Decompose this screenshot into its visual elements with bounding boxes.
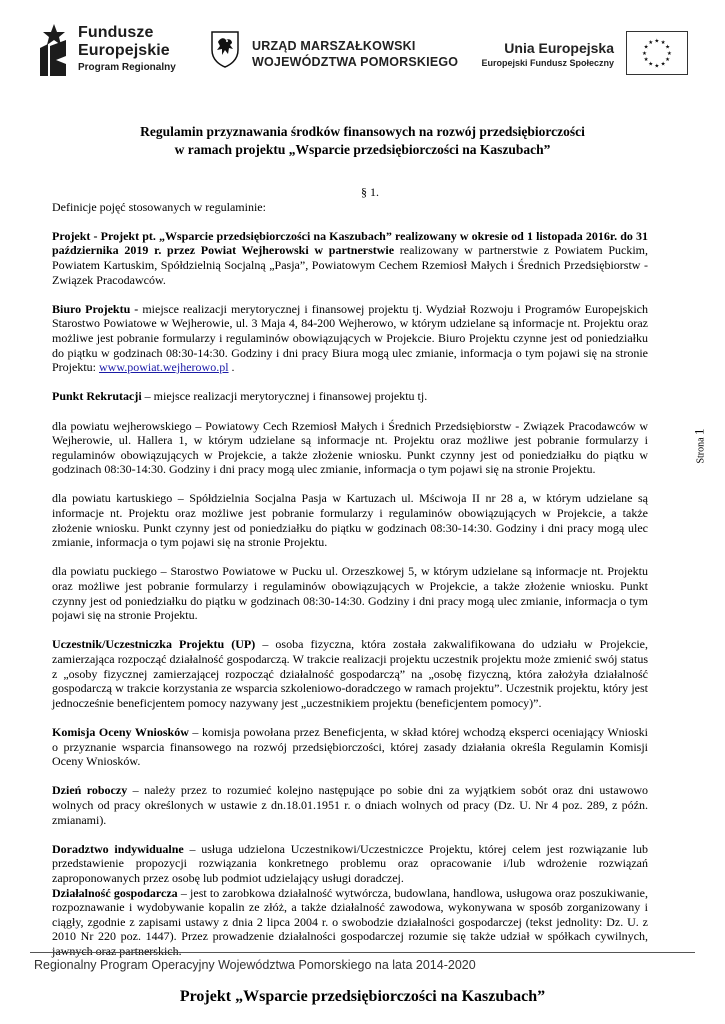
fundusze-line2: Europejskie [78, 42, 170, 59]
document-title [0, 123, 725, 159]
paragraph-dzialalnosc [52, 886, 648, 959]
paragraph-wejherowski: dla powiatu wejherowskiego – Powiatowy Cech Rzemiosł Małych i Średnich Przedsiębiorstw - Związek Pracodawców w Wejherowie, ul. Hallera 1, w którym udzielane są informacje nt. Projektu oraz możliwe jest pobranie formularzy i regulaminów obowiązujących w Projekcie, a także złożenie wniosku. Punkt czynny jest od poniedziałku do piątku w godzinach 08:30-14:30. Godziny i dni pracy mogą ulec zmianie, informacja o tym pojawi się na stronie Projektu. [52, 418, 648, 477]
fundusze-europejskie-logo [34, 22, 184, 80]
fundusze-star-icon [34, 22, 72, 78]
eu-flag-star: ★ [660, 61, 666, 68]
uczestnik-term: Uczestnik/Uczestniczka Projektu (UP) [52, 637, 256, 652]
eu-flag-star: ★ [660, 40, 666, 47]
paragraph-komisja [52, 725, 648, 769]
eu-flag-star: ★ [648, 40, 654, 47]
dzien-term: Dzień roboczy [52, 783, 128, 798]
doradztwo-term: Doradztwo indywidualne [52, 841, 184, 856]
fundusze-line3: Program Regionalny [78, 62, 176, 73]
ue-line2: Europejski Fundusz Społeczny [481, 58, 614, 68]
eu-flag-star: ★ [665, 57, 671, 64]
section-number: § 1. [361, 185, 379, 199]
urzad-line2: WOJEWÓDZTWA POMORSKIEGO [252, 55, 459, 69]
paragraph-pucki: dla powiatu puckiego – Starostwo Powiatowe w Pucku ul. Orzeszkowej 5, w którym udzielane są informacje nt. Projektu oraz możliwe jest pobranie formularzy i regulaminów obowiązujących w Projekcie, a także złożenie wniosku. Punkt czynny jest od poniedziałku do piątku w godzinach 08:30-14:30. Godziny i dni pracy mogą ulec zmianie, informacja o tym pojawi się na stronie Projektu. [52, 564, 648, 623]
urzad-marszalkowski-label [252, 38, 458, 70]
projekt-text: realizowany w partnerstwie z Powiatem Puckim, Powiatem Kartuskim, Spółdzielnią Socjalną „Pasja”, Powiatowym Cechem Rzemiosł Małych i Średnich Przedsiębiorstw -Związek Pracodawców. [52, 243, 648, 287]
page-header [0, 0, 725, 95]
ue-line1: Unia Europejska [504, 40, 614, 56]
dzialalnosc-text: – jest to zarobkowa działalność wytwórcza, budowlana, handlowa, usługowa oraz poszukiwanie, rozpoznawanie i wydobywanie kopalin ze złóż, a także działalność zawodowa, wykonywana w sposób zorganizowany i ciągły, zgodnie z zapisami ustawy z dnia 2 lipca 2004 r. o swobodzie działalności gospodarczej (tekst jednolity: Dz. U. z 2010 Nr 220 poz. 1447). Przez prowadzenie działalności gospodarczej rozumie się także udział w spółkach cywilnych, jawnych oraz partnerskich. [52, 885, 648, 958]
unia-europejska-label [478, 40, 614, 70]
dzien-text: – należy przez to rozumieć kolejno następujące po sobie dni za wyjątkiem sobót oraz dni ustawowo wolnych od pracy określonych w ustawie z dn.18.01.1951 r. o dniach wolnych od pracy (Dz. U. Nr 4 poz. 289, z późn. zmianami). [52, 783, 648, 827]
punkt-text: – miejsce realizacji merytorycznej i finansowej projektu tj. [141, 389, 428, 404]
paragraph-uczestnik [52, 637, 648, 710]
urzad-line1: URZĄD MARSZAŁKOWSKI [252, 39, 416, 53]
biuro-website-link[interactable]: www.powiat.wejherowo.pl [99, 360, 229, 375]
paragraph-kartuski: dla powiatu kartuskiego – Spółdzielnia Socjalna Pasja w Kartuzach ul. Mściwoja II nr 28 a, w którym udzielane są informacje nt. Projektu oraz możliwe jest pobranie formularzy i regulaminów obowiązujących w Projekcie, a także złożenie wniosku. Punkt czynny jest od poniedziałku do piątku w godzinach 08:30-14:30. Godziny i dni pracy mogą ulec zmianie, informacja o tym pojawi się na stronie Projektu. [52, 491, 648, 550]
paragraph-biuro [52, 302, 648, 375]
page-number: 1 [691, 428, 707, 435]
eu-flag-star: ★ [648, 61, 654, 68]
eu-flag-star: ★ [654, 63, 660, 70]
punkt-term: Punkt Rekrutacji [52, 389, 142, 404]
section-intro: Definicje pojęć stosowanych w regulaminie: [52, 199, 266, 214]
page-number-marker [692, 428, 708, 463]
eu-flag-star: ★ [643, 57, 649, 64]
paragraph-punkt [52, 389, 648, 404]
eu-flag-star: ★ [654, 38, 660, 45]
title-line1: Regulamin przyznawania środków finansowych na rozwój przedsiębiorczości [140, 124, 585, 139]
biuro-term: Biuro Projektu - [52, 301, 139, 316]
paragraph-dzien-roboczy [52, 783, 648, 827]
footer-program: Regionalny Program Operacyjny Województwa Pomorskiego na lata 2014-2020 [34, 958, 476, 972]
fundusze-line1: Fundusze [78, 24, 154, 41]
dzialalnosc-term: Działalność gospodarcza [52, 885, 178, 900]
eu-flag-star: ★ [642, 50, 648, 57]
eu-flag-star: ★ [643, 44, 649, 51]
biuro-end: . [228, 360, 235, 375]
projekt-term: Projekt - Projekt pt. „Wsparcie przedsiębiorczości na Kaszubach” realizowany w okresie od 1 listopada 2016r. do 31 października 2019 r. przez Powiat Wejherowski w partnerstwie [52, 228, 648, 258]
komisja-term: Komisja Oceny Wniosków [52, 724, 189, 739]
biuro-text: miejsce realizacji merytorycznej i finansowej projektu tj. Wydział Rozwoju i Programów Europejskich Starostwo Powiatowe w Wejherowie, ul. 3 Maja 4, 84-200 Wejherowo, w którym udzielane są informacje nt. Projektu oraz możliwe jest pobranie formularzy i regulaminów obowiązujących w Projekcie. Biuro Projektu czynne jest od poniedziałku do piątku w godzinach 08:30-14:30. Godziny i dni pracy Biura mogą ulec zmianie, informacja o tym pojawi się na stronie Projektu: [52, 301, 648, 375]
komisja-text: – komisja powołana przez Beneficjenta, w skład której wchodzą eksperci oceniający Wnioski o przyznanie wsparcia finansowego na rozwój przedsiębiorczości, której zasady działania określa Regulamin Komisji Oceny Wniosków. [52, 724, 648, 769]
footer-project: Projekt „Wsparcie przedsiębiorczości na Kaszubach” [179, 988, 546, 1005]
footer-divider [30, 952, 695, 953]
uczestnik-text: – osoba fizyczna, która została zakwalifikowana do udziału w Projekcie, zamierzająca rozpocząć działalność gospodarczą. W trakcie realizacji projektu uczestnik projektu może zmienić swój status z „osoby fizycznej zamierzającej rozpocząć działalność gospodarczą” na „osobę fizyczną, która założyła działalność gospodarczą w trakcie korzystania ze wsparcia szkoleniowo-doradczego w ramach projektu”. Uczestnik projektu, który jest jednocześnie beneficjentem pomocy nazywany jest „uczestnikiem projektu (beneficjentem pomocy)”. [52, 637, 648, 710]
eu-flag-star: ★ [665, 44, 671, 51]
document-body [52, 185, 648, 958]
page-label: Strona [695, 437, 707, 464]
doradztwo-text: – usługa udzielona Uczestnikowi/Uczestniczce Projektu, której celem jest rozwiązanie lub przedstawienie propozycji rozwiązania konkretnego problemu oraz opracowanie i/lub wdrożenie rozwiązań zaproponowanych przez osobę lub podmiot udzielający usługi doradczej. [52, 841, 648, 885]
paragraph-doradztwo [52, 842, 648, 886]
pomorskie-crest-icon [210, 30, 240, 68]
paragraph-projekt [52, 229, 648, 287]
fundusze-text [78, 24, 176, 75]
eu-flag-star: ★ [666, 50, 672, 57]
title-line2: w ramach projektu „Wsparcie przedsiębiorczości na Kaszubach” [174, 142, 551, 157]
eu-flag-icon [626, 31, 688, 75]
